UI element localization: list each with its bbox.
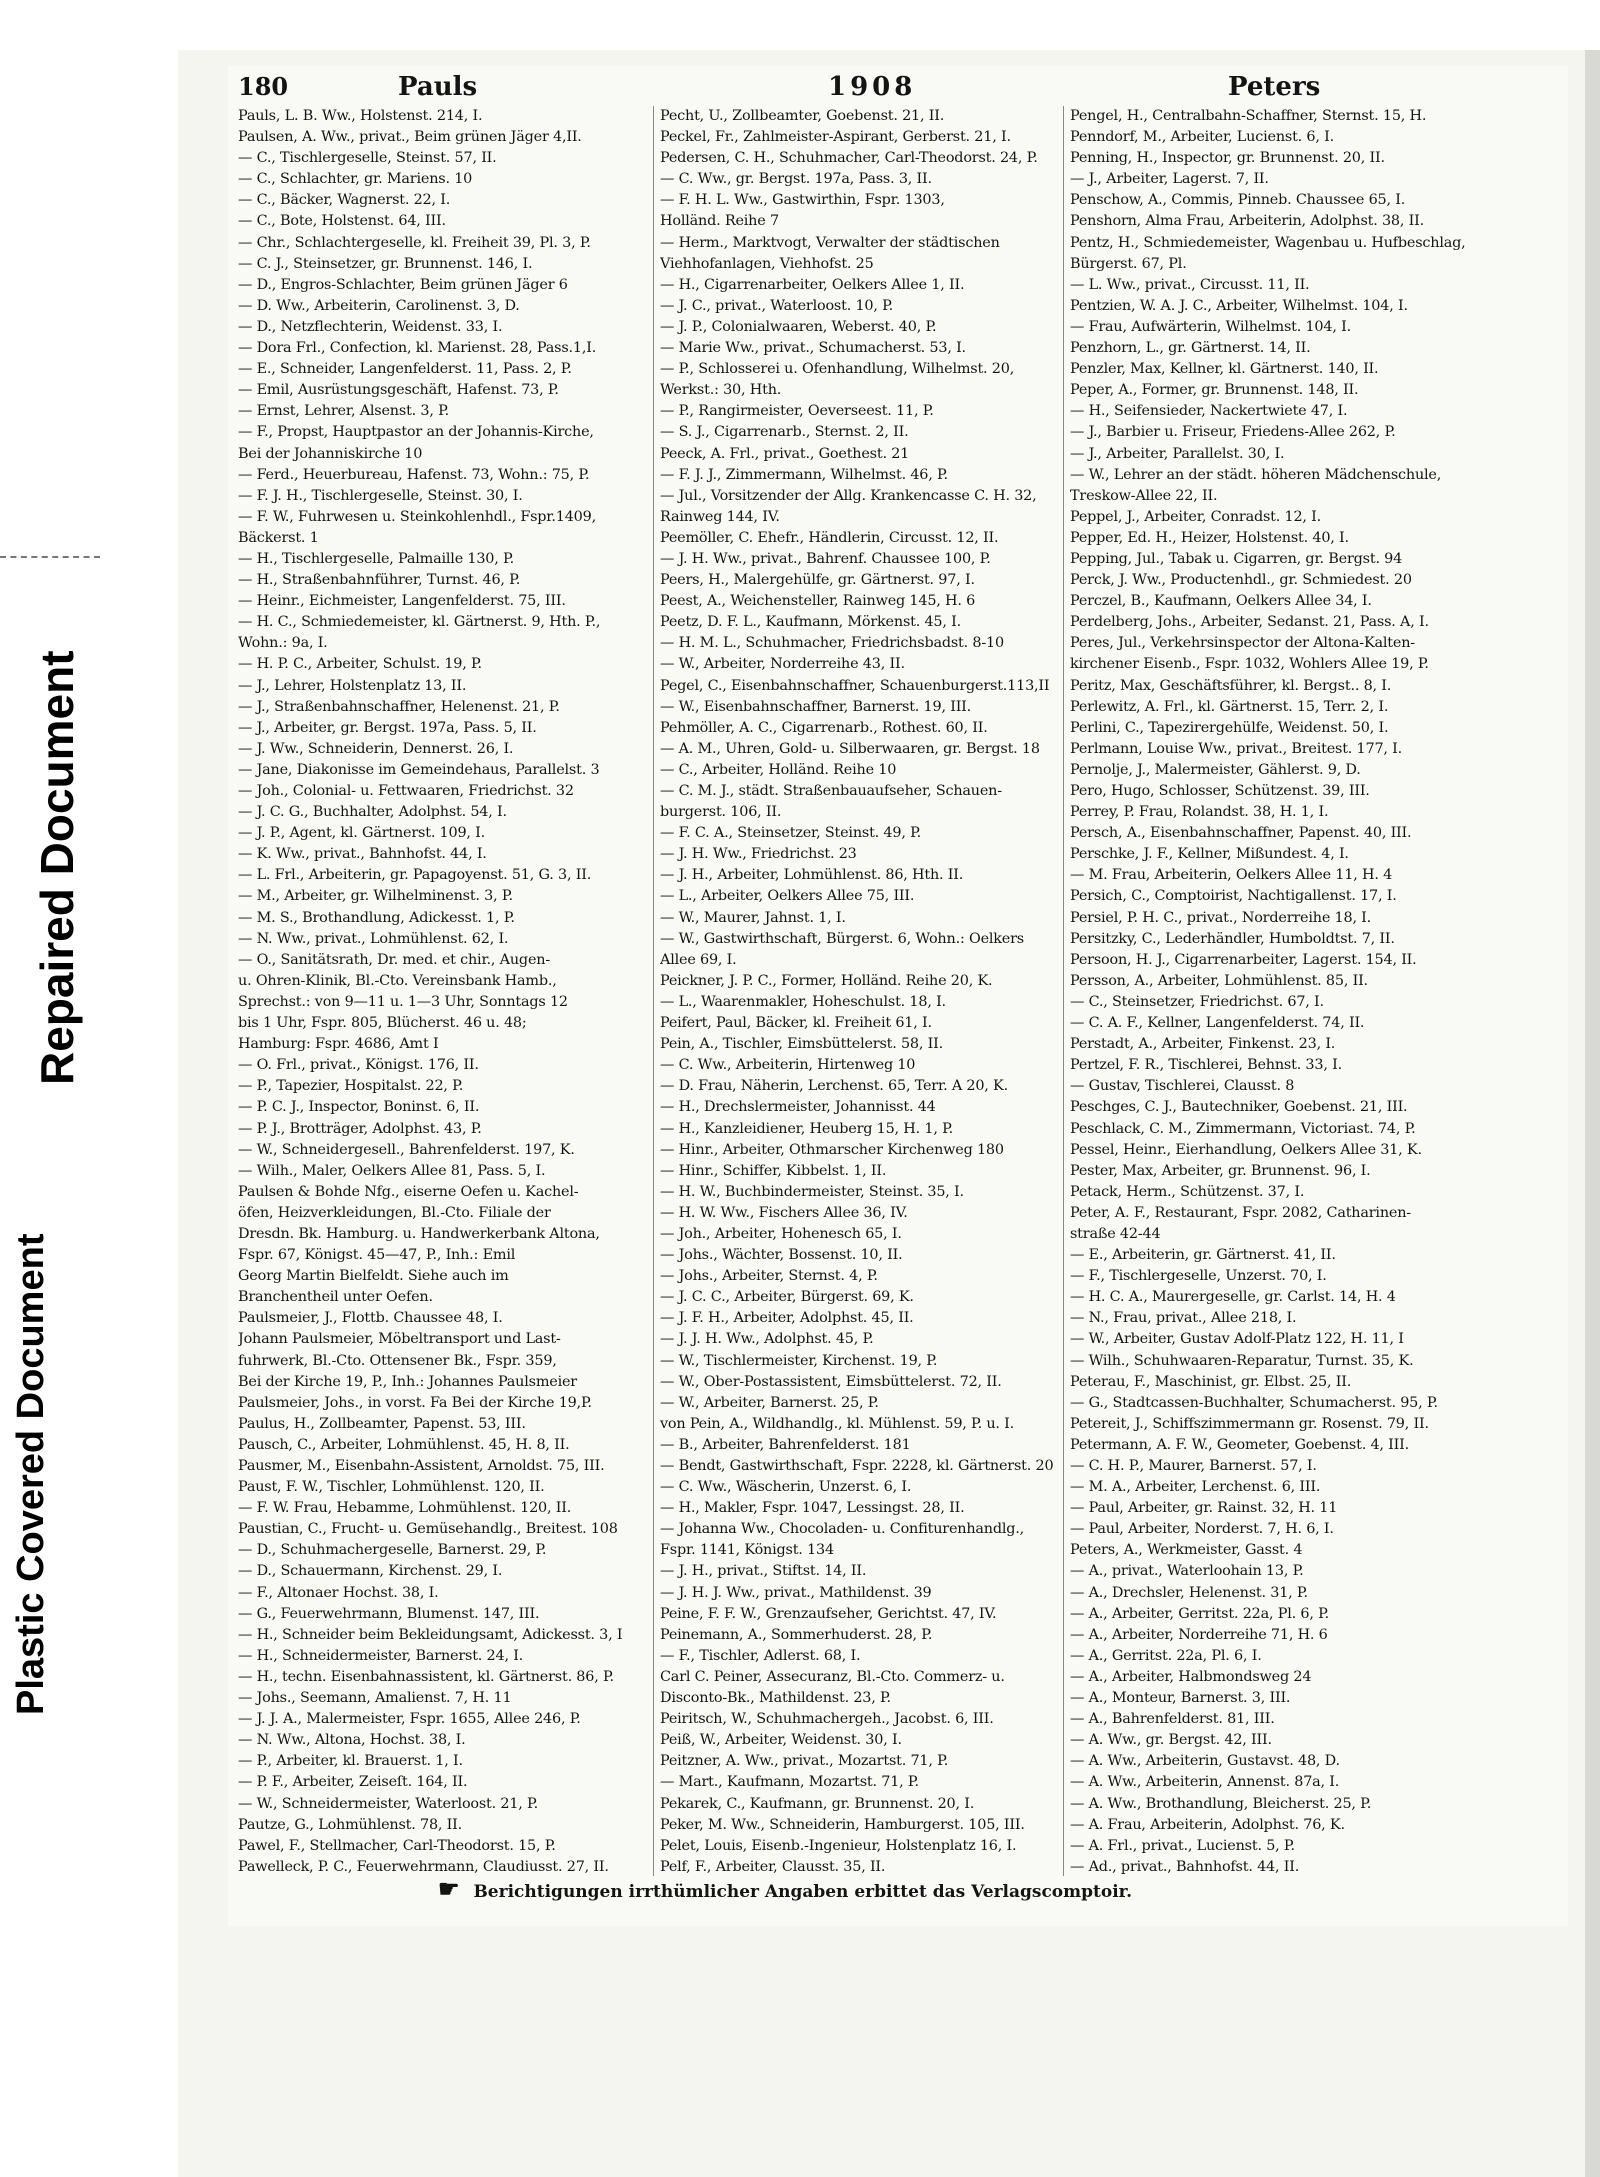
entry-line: — C., Arbeiter, Holländ. Reihe 10 <box>660 761 897 778</box>
entry-line: Sprechst.: von 9—11 u. 1—3 Uhr, Sonntags 12 <box>238 993 568 1010</box>
entry-line: Pausmer, M., Eisenbahn-Assistent, Arnoldst. 75, III. <box>238 1458 605 1474</box>
entry-line: — J., Lehrer, Holstenplatz 13, II. <box>238 677 467 694</box>
entry-line: Peinemann, A., Sommerhuderst. 28, P. <box>660 1626 933 1643</box>
entry-line: — J. C., privat., Waterloost. 10, P. <box>660 297 894 314</box>
entry-line: — H. C. A., Maurergeselle, gr. Carlst. 14, H. 4 <box>1070 1289 1396 1306</box>
entry-line: — J. C. C., Arbeiter, Bürgerst. 69, K. <box>660 1289 914 1306</box>
entry-line: — C. M. J., städt. Straßenbauaufseher, Schauen- <box>660 783 1002 799</box>
entry-line: — J., Arbeiter, Parallelst. 30, I. <box>1070 445 1285 462</box>
entry-line: — C. J., Steinsetzer, gr. Brunnenst. 146, I. <box>238 255 533 272</box>
entry-line: Hamburg: Fspr. 4686, Amt I <box>238 1036 439 1053</box>
entry-line: — J. H. Ww., Friedrichst. 23 <box>660 846 857 863</box>
entry-line: — A., privat., Waterloohain 13, P. <box>1070 1563 1304 1580</box>
entry-line: — P. C. J., Inspector, Boninst. 6, II. <box>238 1099 480 1116</box>
entry-line: — L., Arbeiter, Oelkers Allee 75, III. <box>660 888 915 905</box>
entry-line: — H., Makler, Fspr. 1047, Lessingst. 28, II. <box>660 1500 965 1517</box>
entry-line: Pelet, Louis, Eisenb.-Ingenieur, Holstenplatz 16, I. <box>660 1837 1017 1854</box>
page-header <box>228 66 1568 110</box>
entry-line: Dresdn. Bk. Hamburg. u. Handwerkerbank Altona, <box>238 1225 600 1242</box>
entry-line: — W., Ober-Postassistent, Eimsbüttelerst. 72, II. <box>660 1373 1002 1390</box>
entry-line: — G., Feuerwehrmann, Blumenst. 147, III. <box>238 1605 540 1622</box>
footer-text: Berichtigungen irrthümlicher Angaben erbittet das Verlagscomptoir. <box>473 1882 1132 1902</box>
entry-line: — H. W. Ww., Fischers Allee 36, IV. <box>660 1204 908 1221</box>
entry-line: — A. Frau, Arbeiterin, Adolphst. 76, K. <box>1070 1816 1345 1833</box>
entry-line: — N., Frau, privat., Allee 218, I. <box>1070 1310 1297 1327</box>
entry-line: — Paul, Arbeiter, gr. Rainst. 32, H. 11 <box>1070 1500 1338 1517</box>
column-1 <box>238 106 658 1876</box>
entry-line: — F., Altonaer Hochst. 38, I. <box>238 1584 439 1601</box>
entry-line: — A., Bahrenfelderst. 81, III. <box>1070 1711 1275 1728</box>
entry-line: Peschges, C. J., Bautechniker, Goebenst. 21, III. <box>1070 1099 1408 1116</box>
entry-line: Pelf, F., Arbeiter, Clausst. 35, II. <box>660 1858 886 1875</box>
entry-line: — A. Ww., Brothandlung, Bleicherst. 25, P. <box>1070 1795 1372 1812</box>
entry-line: — J., Arbeiter, Lagerst. 7, II. <box>1070 171 1269 188</box>
entry-line: — Johs., Seemann, Amalienst. 7, H. 11 <box>238 1690 512 1707</box>
entry-line: straße 42-44 <box>1070 1225 1161 1242</box>
entry-line: Bei der Kirche 19, P., Inh.: Johannes Paulsmeier <box>238 1373 577 1390</box>
entry-line: — E., Arbeiterin, gr. Gärtnerst. 41, II. <box>1070 1247 1336 1264</box>
entry-line: Pessel, Heinr., Eierhandlung, Oelkers Allee 31, K. <box>1070 1141 1422 1158</box>
entry-line: Georg Martin Bielfeldt. Siehe auch im <box>238 1268 509 1285</box>
entry-line: — J. J. H. Ww., Adolphst. 45, P. <box>660 1331 874 1348</box>
entry-line: Peemöller, C. Ehefr., Händlerin, Circusst. 12, II. <box>660 529 999 546</box>
entry-line: — Jul., Vorsitzender der Allg. Krankencasse C. H. 32, <box>660 487 1037 504</box>
divider-dashed-line <box>0 556 100 558</box>
entry-line: Peiritsch, W., Schuhmachergeh., Jacobst. 6, III. <box>660 1711 994 1728</box>
entry-line: Peiß, W., Arbeiter, Weidenst. 30, I. <box>660 1732 902 1749</box>
entry-line: — G., Stadtcassen-Buchhalter, Schumacherst. 95, P. <box>1070 1394 1438 1411</box>
entry-line: — D., Schauermann, Kirchenst. 29, I. <box>238 1563 503 1580</box>
entry-line: — P., Arbeiter, kl. Brauerst. 1, I. <box>238 1753 463 1770</box>
entry-line: Peifert, Paul, Bäcker, kl. Freiheit 61, I. <box>660 1015 932 1032</box>
entry-line: — C., Bäcker, Wagnerst. 22, I. <box>238 192 451 209</box>
entry-line: — P. F., Arbeiter, Zeiseſt. 164, II. <box>238 1774 468 1791</box>
entry-line: Peetz, D. F. L., Kaufmann, Mörkenst. 45, I. <box>660 614 961 631</box>
entry-line: — A. Ww., Arbeiterin, Annenst. 87a, I. <box>1070 1774 1340 1791</box>
entry-line: — H., Tischlergeselle, Palmaille 130, P. <box>238 550 514 567</box>
entry-line: — O. Frl., privat., Königst. 176, II. <box>238 1057 479 1074</box>
entry-line: bis 1 Uhr, Fspr. 805, Blücherst. 46 u. 48; <box>238 1015 527 1032</box>
entry-line: — F. C. A., Steinsetzer, Steinst. 49, P. <box>660 825 922 842</box>
entry-line: Peers, H., Malergehülfe, gr. Gärtnerst. 97, I. <box>660 572 975 589</box>
entry-line: — D., Engros-Schlachter, Beim grünen Jäger 6 <box>238 276 568 293</box>
entry-line: — F. J. H., Tischlergeselle, Steinst. 30, I. <box>238 487 523 504</box>
entry-line: — Ferd., Heuerbureau, Hafenst. 73, Wohn.: 75, P. <box>238 466 590 483</box>
entry-line: Petereit, J., Schiffszimmermann gr. Rosenst. 79, II. <box>1070 1415 1429 1432</box>
entry-line: — J., Arbeiter, gr. Bergst. 197a, Pass. 5, II. <box>238 719 537 736</box>
column-2 <box>653 106 1066 1876</box>
entry-line: Bei der Johanniskirche 10 <box>238 445 423 462</box>
entry-line: — C., Bote, Holstenst. 64, III. <box>238 213 446 230</box>
entry-line: Paustian, C., Frucht- u. Gemüsehandlg., Breitest. 108 <box>238 1521 618 1538</box>
entry-line: — P. J., Brotträger, Adolphst. 43, P. <box>238 1120 482 1137</box>
entry-line: Pein, A., Tischler, Eimsbüttelerst. 58, II. <box>660 1036 943 1053</box>
entry-line: — C. Ww., Arbeiterin, Hirtenweg 10 <box>660 1057 916 1074</box>
entry-line: Rainweg 144, IV. <box>660 508 780 525</box>
entry-line: Perczel, B., Kaufmann, Oelkers Allee 34, I. <box>1070 593 1372 610</box>
entry-line: — A., Drechsler, Helenenst. 31, P. <box>1070 1584 1308 1601</box>
entry-line: Peterau, F., Maschinist, gr. Elbst. 25, II. <box>1070 1373 1352 1390</box>
entry-line: Penzler, Max, Kellner, kl. Gärtnerst. 140, II. <box>1070 361 1379 378</box>
entry-line: Werkst.: 30, Hth. <box>660 382 782 399</box>
entry-line: — A., Arbeiter, Gerritst. 22a, Pl. 6, P. <box>1070 1605 1330 1622</box>
entry-line: — Bendt, Gastwirthschaft, Fspr. 2228, kl. Gärtnerst. 20 <box>660 1458 1054 1474</box>
entry-line: — P., Schlosserei u. Ofenhandlung, Wilhelmst. 20, <box>660 361 1015 378</box>
entry-line: fuhrwerk, Bl.-Cto. Ottensener Bk., Fspr. 359, <box>238 1352 557 1369</box>
entry-line: — F., Tischler, Adlerst. 68, I. <box>660 1647 861 1664</box>
entry-line: Allee 69, I. <box>660 951 737 968</box>
year-heading: 1908 <box>828 72 917 102</box>
entry-line: Viehhofanlagen, Viehhofst. 25 <box>660 255 874 272</box>
entry-line: — D., Netzflechterin, Weidenst. 33, I. <box>238 318 503 335</box>
entry-line: Peter, A. F., Restaurant, Fspr. 2082, Catharinen- <box>1070 1204 1411 1221</box>
entry-line: — Heinr., Eichmeister, Langenfelderst. 75, III. <box>238 593 566 610</box>
entry-line: — Wilh., Schuhwaaren-Reparatur, Turnst. 35, K. <box>1070 1352 1414 1369</box>
entry-line: — E., Schneider, Langenfelderst. 11, Pass. 2, P. <box>238 361 572 378</box>
entry-line: — H., Kanzleidiener, Heuberg 15, H. 1, P. <box>660 1120 954 1137</box>
entry-line: — Hinr., Schiffer, Kibbelst. 1, II. <box>660 1162 887 1179</box>
entry-line: kirchener Eisenb., Fspr. 1032, Wohlers Allee 19, P. <box>1070 656 1429 673</box>
entry-line: — H., techn. Eisenbahnassistent, kl. Gärtnerst. 86, P. <box>238 1668 614 1685</box>
entry-line: — H. W., Buchbindermeister, Steinst. 35, I. <box>660 1183 964 1200</box>
entry-line: — J. Ww., Schneiderin, Dennerst. 26, I. <box>238 740 514 757</box>
entry-line: — J. H., privat., Stiftst. 14, II. <box>660 1563 867 1580</box>
entry-line: Persch, A., Eisenbahnschaffner, Papenst. 40, III. <box>1070 825 1412 842</box>
entry-line: — A., Arbeiter, Norderreihe 71, H. 6 <box>1070 1626 1328 1643</box>
right-keyword: Peters <box>1228 72 1321 102</box>
entry-line: Peeck, A. Frl., privat., Goethest. 21 <box>660 445 910 462</box>
footer-notice <box>438 1874 1378 1903</box>
entry-line: — L. Ww., privat., Circusst. 11, II. <box>1070 276 1310 293</box>
entry-line: — F., Tischlergeselle, Unzerst. 70, I. <box>1070 1268 1327 1285</box>
entry-line: — Wilh., Maler, Oelkers Allee 81, Pass. 5, I. <box>238 1162 546 1179</box>
entry-line: — C. H. P., Maurer, Barnerst. 57, I. <box>1070 1458 1317 1474</box>
entry-line: Peest, A., Weichensteller, Rainweg 145, H. 6 <box>660 593 976 610</box>
entry-line: Peppel, J., Arbeiter, Conradst. 12, I. <box>1070 508 1322 525</box>
entry-line: Pegel, C., Eisenbahnschaffner, Schauenburgerst.113,II <box>660 677 1050 694</box>
entry-line: — J., Barbier u. Friseur, Friedens-Allee 262, P. <box>1070 424 1396 441</box>
entry-line: Pepper, Ed. H., Heizer, Holstenst. 40, I. <box>1070 529 1349 546</box>
entry-line: Wohn.: 9a, I. <box>238 635 328 652</box>
entry-line: — J. P., Colonialwaaren, Weberst. 40, P. <box>660 318 937 335</box>
entry-line: — F., Propst, Hauptpastor an der Johannis-Kirche, <box>238 424 594 441</box>
entry-line: — J. H., Arbeiter, Lohmühlenst. 86, Hth. II. <box>660 867 964 884</box>
entry-line: Disconto-Bk., Mathildenst. 23, P. <box>660 1690 891 1707</box>
entry-line: Persitzky, C., Lederhändler, Humboldtst. 7, II. <box>1070 930 1395 947</box>
entry-line: — H., Schneidermeister, Barnerst. 24, I. <box>238 1647 524 1664</box>
entry-line: — Paul, Arbeiter, Norderst. 7, H. 6, I. <box>1070 1521 1334 1538</box>
entry-line: Pentz, H., Schmiedemeister, Wagenbau u. Hufbeschlag, <box>1070 234 1466 251</box>
entry-line: öfen, Heizverkleidungen, Bl.-Cto. Filiale der <box>238 1204 551 1221</box>
entry-line: Pehmöller, A. C., Cigarrenarb., Rothest. 60, II. <box>660 719 988 736</box>
entry-line: Petermann, A. F. W., Geometer, Goebenst. 4, III. <box>1070 1436 1409 1453</box>
entry-line: Pekarek, C., Kaufmann, gr. Brunnenst. 20, I. <box>660 1795 975 1812</box>
entry-line: — W., Arbeiter, Norderreihe 43, II. <box>660 656 905 673</box>
entry-line: Perlmann, Louise Ww., privat., Breitest. 177, I. <box>1070 740 1403 757</box>
entry-line: — M. Frau, Arbeiterin, Oelkers Allee 11, H. 4 <box>1070 867 1393 884</box>
entry-line: — J. H. J. Ww., privat., Mathildenst. 39 <box>660 1584 932 1601</box>
entry-line: Perrey, P. Frau, Rolandst. 38, H. 1, I. <box>1070 804 1329 821</box>
entry-line: — K. Ww., privat., Bahnhofst. 44, I. <box>238 846 487 863</box>
entry-line: von Pein, A., Wildhandlg., kl. Mühlenst. 59, P. u. I. <box>660 1415 1015 1432</box>
entry-line: Peitzner, A. Ww., privat., Mozartst. 71, P. <box>660 1753 949 1770</box>
entry-line: Paulsmeier, J., Flottb. Chaussee 48, I. <box>238 1310 503 1327</box>
entry-line: — A., Gerritst. 22a, Pl. 6, I. <box>1070 1647 1262 1664</box>
entry-line: — Mart., Kaufmann, Mozartst. 71, P. <box>660 1774 919 1791</box>
entry-line: — N. Ww., Altona, Hochst. 38, I. <box>238 1732 466 1749</box>
entry-line: Pepping, Jul., Tabak u. Cigarren, gr. Bergst. 94 <box>1070 550 1403 567</box>
entry-line: Pausch, C., Arbeiter, Lohmühlenst. 45, H. 8, II. <box>238 1436 570 1453</box>
entry-line: — P., Tapezier, Hospitalst. 22, P. <box>238 1078 464 1095</box>
entry-line: Penndorf, M., Arbeiter, Lucienst. 6, I. <box>1070 129 1334 146</box>
entry-line: — Marie Ww., privat., Schumacherst. 53, I. <box>660 340 966 357</box>
entry-line: Pawelleck, P. C., Feuerwehrmann, Claudiusst. 27, II. <box>238 1858 609 1875</box>
entry-line: — F. W., Fuhrwesen u. Steinkohlenhdl., Fspr.1409, <box>238 508 596 525</box>
entry-line: Paulsmeier, Johs., in vorst. Fa Bei der Kirche 19,P. <box>238 1394 592 1411</box>
entry-line: Pawel, F., Stellmacher, Carl-Theodorst. 15, P. <box>238 1837 556 1854</box>
entry-line: Pautze, G., Lohmühlenst. 78, II. <box>238 1816 462 1833</box>
entry-line: Pertzel, F. R., Tischlerei, Behnst. 33, I. <box>1070 1057 1342 1074</box>
entry-line: — C., Steinsetzer, Friedrichst. 67, I. <box>1070 993 1324 1010</box>
entry-line: — A., Monteur, Barnerst. 3, III. <box>1070 1690 1291 1707</box>
side-labels <box>0 0 150 2177</box>
entry-line: — N. Ww., privat., Lohmühlenst. 62, I. <box>238 930 509 947</box>
entry-line: Perlewitz, A. Frl., kl. Gärtnerst. 15, Terr. 2, I. <box>1070 698 1389 715</box>
entry-line: Fspr. 1141, Königst. 134 <box>660 1542 834 1559</box>
entry-line: — W., Schneidergesell., Bahrenfelderst. 197, K. <box>238 1141 575 1158</box>
entry-line: — H., Seifensieder, Nackertwiete 47, I. <box>1070 403 1348 420</box>
entry-line: burgerst. 106, II. <box>660 804 782 821</box>
entry-line: Treskow-Allee 22, II. <box>1070 487 1218 504</box>
entry-line: — Jane, Diakonisse im Gemeindehaus, Parallelst. 3 <box>238 761 600 778</box>
entry-line: — H., Schneider beim Bekleidungsamt, Adickesst. 3, I <box>238 1626 623 1643</box>
entry-line: — A. Ww., Arbeiterin, Gustavst. 48, D. <box>1070 1753 1340 1770</box>
entry-line: — Hinr., Arbeiter, Othmarscher Kirchenweg 180 <box>660 1141 1004 1158</box>
entry-line: Paust, F. W., Tischler, Lohmühlenst. 120, II. <box>238 1479 545 1496</box>
entry-line: — A. M., Uhren, Gold- u. Silberwaaren, gr. Bergst. 18 <box>660 740 1040 757</box>
entry-line: — H., Cigarrenarbeiter, Oelkers Allee 1, II. <box>660 276 965 293</box>
entry-line: Pauls, L. B. Ww., Holstenst. 214, I. <box>238 108 483 124</box>
entry-line: — C., Schlachter, gr. Mariens. 10 <box>238 171 473 188</box>
plastic-covered-document-label: Plastic Covered Document <box>10 1233 52 1715</box>
entry-line: Pester, Max, Arbeiter, gr. Brunnenst. 96, I. <box>1070 1162 1371 1179</box>
entry-line: — H. C., Schmiedemeister, kl. Gärtnerst. 9, Hth. P., <box>238 614 601 631</box>
entry-line: Pentzien, W. A. J. C., Arbeiter, Wilhelmst. 104, I. <box>1070 297 1408 314</box>
pointing-hand-icon: ☛ <box>438 1874 460 1903</box>
entry-line: Paulus, H., Zollbeamter, Papenst. 53, III. <box>238 1415 526 1432</box>
entry-line: — Johs., Arbeiter, Sternst. 4, P. <box>660 1268 878 1285</box>
entry-line: Carl C. Peiner, Assecuranz, Bl.-Cto. Commerz- u. <box>660 1668 1005 1685</box>
entry-line: — D. Ww., Arbeiterin, Carolinenst. 3, D. <box>238 297 520 314</box>
entry-line: — O., Sanitätsrath, Dr. med. et chir., Augen- <box>238 951 550 968</box>
entry-line: — M. A., Arbeiter, Lerchenst. 6, III. <box>1070 1479 1321 1496</box>
entry-line: — S. J., Cigarrenarb., Sternst. 2, II. <box>660 424 909 441</box>
entry-line: — W., Tischlermeister, Kirchenst. 19, P. <box>660 1352 938 1369</box>
entry-line: Persson, A., Arbeiter, Lohmühlenst. 85, II. <box>1070 972 1368 989</box>
entry-line: Pernolje, J., Malermeister, Gählerst. 9, D. <box>1070 761 1361 778</box>
entry-line: — J. P., Agent, kl. Gärtnerst. 109, I. <box>238 825 486 842</box>
entry-line: — Joh., Colonial- u. Fettwaaren, Friedrichst. 32 <box>238 783 574 799</box>
entry-line: — W., Schneidermeister, Waterloost. 21, P. <box>238 1795 538 1812</box>
repaired-document-label: Repaired Document <box>31 650 83 1085</box>
entry-line: — Frau, Aufwärterin, Wilhelmst. 104, I. <box>1070 318 1351 335</box>
entry-line: — A., Arbeiter, Halbmondsweg 24 <box>1070 1668 1312 1685</box>
entry-line: — J. F. H., Arbeiter, Adolphst. 45, II. <box>660 1310 914 1327</box>
entry-line: Johann Paulsmeier, Möbeltransport und Last- <box>238 1331 561 1348</box>
entry-line: — Gustav, Tischlerei, Clausst. 8 <box>1070 1078 1295 1095</box>
entry-line: Persich, C., Comptoirist, Nachtigallenst. 17, I. <box>1070 888 1397 905</box>
entry-line: — F. J. J., Zimmermann, Wilhelmst. 46, P. <box>660 466 948 483</box>
entry-line: — F. W. Frau, Hebamme, Lohmühlenst. 120, II. <box>238 1500 572 1517</box>
entry-line: — H., Drechslermeister, Johannisst. 44 <box>660 1099 936 1116</box>
entry-line: Peckel, Fr., Zahlmeister-Aspirant, Gerberst. 21, I. <box>660 129 1011 146</box>
entry-line: — L., Waarenmakler, Hoheschulst. 18, I. <box>660 993 946 1010</box>
entry-line: Persiel, P. H. C., privat., Norderreihe 18, I. <box>1070 909 1372 926</box>
directory-page <box>228 66 1568 1926</box>
entry-line: — W., Arbeiter, Barnerst. 25, P. <box>660 1394 879 1411</box>
page-number: 180 <box>238 72 289 101</box>
entry-line: Pengel, H., Centralbahn-Schaffner, Sternst. 15, H. <box>1070 108 1427 124</box>
entry-line: Paulsen, A. Ww., privat., Beim grünen Jäger 4,II. <box>238 129 582 146</box>
entry-line: — Herm., Marktvogt, Verwalter der städtischen <box>660 234 1000 251</box>
entry-line: — H. P. C., Arbeiter, Schulst. 19, P. <box>238 656 482 673</box>
entry-line: Paulsen & Bohde Nfg., eiserne Oefen u. Kachel- <box>238 1183 579 1200</box>
scan-edge <box>1585 50 1600 2177</box>
entry-line: — J. H. Ww., privat., Bahrenf. Chaussee 100, P. <box>660 550 991 567</box>
entry-line: — Ad., privat., Bahnhofst. 44, II. <box>1070 1858 1300 1875</box>
entry-line: — W., Eisenbahnschaffner, Barnerst. 19, III. <box>660 698 972 715</box>
entry-line: — D. Frau, Näherin, Lerchenst. 65, Terr. A 20, K. <box>660 1078 1008 1095</box>
entry-line: Branchentheil unter Oefen. <box>238 1289 433 1306</box>
entry-line: Peters, A., Werkmeister, Gasst. 4 <box>1070 1542 1303 1559</box>
entry-line: — H., Straßenbahnführer, Turnst. 46, P. <box>238 572 521 589</box>
entry-line: — A. Ww., gr. Bergst. 42, III. <box>1070 1732 1272 1749</box>
entry-line: — J., Straßenbahnschaffner, Helenenst. 21, P. <box>238 698 560 715</box>
entry-line: — F. H. L. Ww., Gastwirthin, Fspr. 1303, <box>660 192 945 209</box>
entry-line: — P., Rangirmeister, Oeverseest. 11, P. <box>660 403 934 420</box>
entry-line: Peritz, Max, Geschäftsführer, kl. Bergst.. 8, I. <box>1070 677 1392 694</box>
entry-line: — H. M. L., Schuhmacher, Friedrichsbadst. 8-10 <box>660 635 1004 652</box>
entry-line: — L. Frl., Arbeiterin, gr. Papagoyenst. 51, G. 3, II. <box>238 867 592 884</box>
entry-line: Penzhorn, L., gr. Gärtnerst. 14, II. <box>1070 340 1311 357</box>
entry-line: Bäckerst. 1 <box>238 529 319 546</box>
entry-line: Peschlack, C. M., Zimmermann, Victoriast. 74, P. <box>1070 1120 1416 1137</box>
entry-line: Perschke, J. F., Kellner, Mißundest. 4, I. <box>1070 846 1349 863</box>
entry-line: — Dora Frl., Confection, kl. Marienst. 28, Pass.1,I. <box>238 340 597 357</box>
column-3 <box>1063 106 1500 1876</box>
entry-line: — C. Ww., gr. Bergst. 197a, Pass. 3, II. <box>660 171 932 188</box>
entry-line: Perstadt, A., Arbeiter, Finkenst. 23, I. <box>1070 1036 1336 1053</box>
entry-line: — D., Schuhmachergeselle, Barnerst. 29, P. <box>238 1542 547 1559</box>
entry-line: Penning, H., Inspector, gr. Brunnenst. 20, II. <box>1070 150 1385 167</box>
entry-line: — W., Lehrer an der städt. höheren Mädchenschule, <box>1070 466 1442 483</box>
entry-line: Perlini, C., Tapezirergehülfe, Weidenst. 50, I. <box>1070 719 1389 736</box>
entry-line: Persoon, H. J., Cigarrenarbeiter, Lagerst. 154, II. <box>1070 951 1417 968</box>
entry-line: — M. S., Brothandlung, Adickesst. 1, P. <box>238 909 515 926</box>
entry-line: Petack, Herm., Schützenst. 37, I. <box>1070 1183 1305 1200</box>
entry-line: — C. Ww., Wäscherin, Unzerst. 6, I. <box>660 1479 912 1496</box>
entry-line: Peres, Jul., Verkehrsinspector der Altona-Kalten- <box>1070 635 1415 652</box>
entry-line: Penshorn, Alma Frau, Arbeiterin, Adolphst. 38, II. <box>1070 213 1424 230</box>
entry-line: — Johanna Ww., Chocoladen- u. Confiturenhandlg., <box>660 1521 1025 1538</box>
entry-line: Pecht, U., Zollbeamter, Goebenst. 21, II. <box>660 108 945 124</box>
entry-line: — M., Arbeiter, gr. Wilhelminenst. 3, P. <box>238 888 513 905</box>
entry-line: — W., Arbeiter, Gustav Adolf-Platz 122, H. 11, I <box>1070 1331 1404 1348</box>
entry-line: Holländ. Reihe 7 <box>660 213 779 230</box>
entry-line: Pedersen, C. H., Schuhmacher, Carl-Theodorst. 24, P. <box>660 150 1038 167</box>
entry-line: — W., Gastwirthschaft, Bürgerst. 6, Wohn.: Oelkers <box>660 930 1024 947</box>
entry-line: Perck, J. Ww., Productenhdl., gr. Schmiedest. 20 <box>1070 572 1412 589</box>
entry-line: Perdelberg, Johs., Arbeiter, Sedanst. 21, Pass. A, I. <box>1070 614 1429 631</box>
entry-line: Fspr. 67, Königst. 45—47, P., Inh.: Emil <box>238 1247 516 1264</box>
entry-line: — C., Tischlergeselle, Steinst. 57, II. <box>238 150 497 167</box>
entry-line: Bürgerst. 67, Pl. <box>1070 255 1187 272</box>
entry-line: Peickner, J. P. C., Former, Holländ. Reihe 20, K. <box>660 972 993 989</box>
entry-line: Peper, A., Former, gr. Brunnenst. 148, II. <box>1070 382 1359 399</box>
entry-line: Peine, F. F. W., Grenzaufseher, Gerichtst. 47, IV. <box>660 1605 997 1622</box>
entry-line: — J. C. G., Buchhalter, Adolphst. 54, I. <box>238 804 507 821</box>
entry-line: — Ernst, Lehrer, Alsenst. 3, P. <box>238 403 450 420</box>
entry-line: — Emil, Ausrüstungsgeschäft, Hafenst. 73, P. <box>238 382 559 399</box>
entry-line: — B., Arbeiter, Bahrenfelderst. 181 <box>660 1436 911 1453</box>
entry-line: Pero, Hugo, Schlosser, Schützenst. 39, III. <box>1070 783 1370 799</box>
entry-line: Penschow, A., Commis, Pinneb. Chaussee 65, I. <box>1070 192 1406 209</box>
entry-line: — Joh., Arbeiter, Hohenesch 65, I. <box>660 1225 902 1242</box>
entry-line: u. Ohren-Klinik, Bl.-Cto. Vereinsbank Hamb., <box>238 972 557 989</box>
entry-line: Peker, M. Ww., Schneiderin, Hamburgerst. 105, III. <box>660 1816 1025 1833</box>
entry-line: — Chr., Schlachtergeselle, kl. Freiheit 39, Pl. 3, P. <box>238 234 591 251</box>
entry-line: — J. J. A., Malermeister, Fspr. 1655, Allee 246, P. <box>238 1711 581 1728</box>
entry-line: — W., Maurer, Jahnst. 1, I. <box>660 909 846 926</box>
left-keyword: Pauls <box>398 72 478 102</box>
entry-line: — Johs., Wächter, Bossenst. 10, II. <box>660 1247 903 1264</box>
entry-line: — C. A. F., Kellner, Langenfelderst. 74, II. <box>1070 1015 1365 1032</box>
entry-line: — A. Frl., privat., Lucienst. 5, P. <box>1070 1837 1295 1854</box>
